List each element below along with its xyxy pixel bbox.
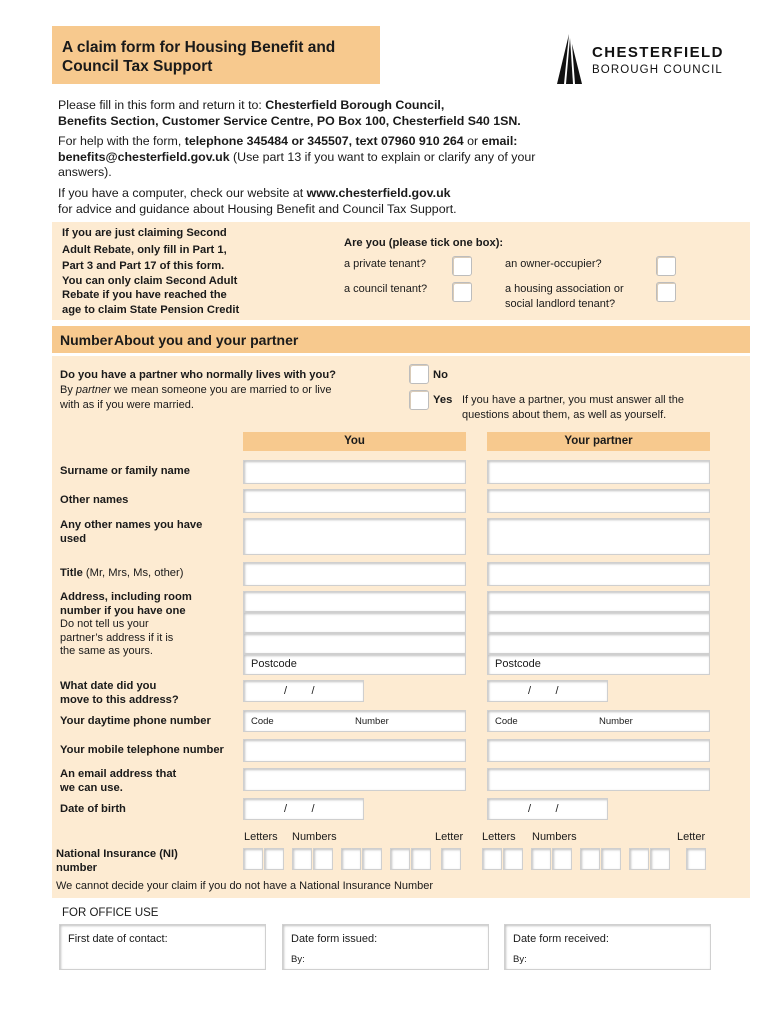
first-contact-label: First date of contact: <box>68 933 168 945</box>
ni-you-box[interactable] <box>243 848 263 870</box>
column-header-you: You <box>243 432 466 451</box>
form-title-line1: A claim form for Housing Benefit and <box>62 39 336 56</box>
address-you-line3[interactable] <box>243 633 466 654</box>
address-you-line1[interactable] <box>243 591 466 612</box>
mobile-phone-label: Your mobile telephone number <box>60 744 224 756</box>
date-separator: / / <box>528 685 559 697</box>
form-received-by-label: By: <box>513 954 527 965</box>
dob-partner-input[interactable] <box>487 798 608 820</box>
phone-code-label: Code <box>495 716 518 727</box>
email-partner-input[interactable] <box>487 768 710 791</box>
phone-code-label: Code <box>251 716 274 727</box>
ni-you-box[interactable] <box>292 848 312 870</box>
council-tenant-checkbox[interactable] <box>452 282 472 302</box>
housing-association-label: a housing association or social landlord tenant? <box>505 283 624 310</box>
partner-yes-label: Yes <box>433 394 453 406</box>
address-label: Address, including room number if you have one Do not tell us your partner’s address if it is the same as yours. <box>60 591 192 657</box>
title-you-input[interactable] <box>243 562 466 586</box>
ni-you-box[interactable] <box>313 848 333 870</box>
email-you-input[interactable] <box>243 768 466 791</box>
ni-you-box[interactable] <box>264 848 284 870</box>
ni-partner-box[interactable] <box>503 848 523 870</box>
daytime-phone-label: Your daytime phone number <box>60 715 211 727</box>
dob-label: Date of birth <box>60 803 126 815</box>
council-tenant-label: a council tenant? <box>344 283 428 295</box>
ni-letter-partner: Letter <box>677 831 706 843</box>
move-date-you-input[interactable] <box>243 680 364 702</box>
address-partner-line3[interactable] <box>487 633 710 654</box>
form-received-label: Date form received: <box>513 933 609 945</box>
ni-you-box[interactable] <box>362 848 382 870</box>
surname-partner-input[interactable] <box>487 460 710 484</box>
tenancy-question: Are you (please tick one box): <box>344 237 504 249</box>
ni-you-box[interactable] <box>390 848 410 870</box>
private-tenant-checkbox[interactable] <box>452 256 472 276</box>
ni-partner-box[interactable] <box>552 848 572 870</box>
title-partner-input[interactable] <box>487 562 710 586</box>
office-use-title: FOR OFFICE USE <box>62 907 159 919</box>
surname-label: Surname or family name <box>60 465 190 477</box>
other-names-label: Other names <box>60 494 129 506</box>
partner-yes-checkbox[interactable] <box>409 390 429 410</box>
housing-association-checkbox[interactable] <box>656 282 676 302</box>
postcode-you-label: Postcode <box>251 658 297 670</box>
phone-number-label: Number <box>599 716 633 727</box>
partner-question: Do you have a partner who normally lives with you? By partner we mean someone you are married to or live with as if you were married. <box>60 369 337 411</box>
address-you-postcode-input[interactable] <box>243 654 466 675</box>
owner-occupier-checkbox[interactable] <box>656 256 676 276</box>
mobile-phone-you-input[interactable] <box>243 739 466 762</box>
partner-no-checkbox[interactable] <box>409 364 429 384</box>
postcode-partner-label: Postcode <box>495 658 541 670</box>
ni-partner-box[interactable] <box>629 848 649 870</box>
previous-names-label: Any other names you have used <box>60 519 203 545</box>
council-logo <box>554 34 734 86</box>
ni-numbers-you: Numbers <box>292 831 337 843</box>
dob-you-input[interactable] <box>243 798 364 820</box>
date-separator: / / <box>284 685 315 697</box>
address-partner-postcode-input[interactable] <box>487 654 710 675</box>
phone-number-label: Number <box>355 716 389 727</box>
ni-you-box[interactable] <box>411 848 431 870</box>
part1-header <box>52 326 750 353</box>
ni-partner-box[interactable] <box>580 848 600 870</box>
part1-number: Number <box>60 332 113 348</box>
ni-you-box[interactable] <box>441 848 461 870</box>
mobile-phone-partner-input[interactable] <box>487 739 710 762</box>
ni-numbers-partner: Numbers <box>532 831 577 843</box>
email-label: An email address that we can use. <box>60 768 177 794</box>
address-partner-line1[interactable] <box>487 591 710 612</box>
ni-partner-box[interactable] <box>650 848 670 870</box>
private-tenant-label: a private tenant? <box>344 258 426 270</box>
intro-return-address: Please fill in this form and return it to: Chesterfield Borough Council, Benefits Section, Customer Service Centre, PO Box 100, Chesterfield S40 1SN. <box>58 98 521 128</box>
ni-partner-box[interactable] <box>482 848 502 870</box>
column-header-partner: Your partner <box>487 432 710 451</box>
first-contact-box[interactable] <box>59 924 266 970</box>
address-partner-line2[interactable] <box>487 612 710 633</box>
date-separator: / / <box>528 803 559 815</box>
ni-partner-box[interactable] <box>686 848 706 870</box>
move-date-partner-input[interactable] <box>487 680 608 702</box>
partner-no-label: No <box>433 369 448 381</box>
address-you-line2[interactable] <box>243 612 466 633</box>
previous-names-partner-input[interactable] <box>487 518 710 555</box>
other-names-you-input[interactable] <box>243 489 466 513</box>
intro-help: For help with the form, telephone 345484 or 345507, text 07960 910 264 or email: benefits@chesterfield.gov.uk (Use part 13 if you want to explain or clarify any of your answers). <box>58 134 536 179</box>
partner-yes-note: If you have a partner, you must answer all the questions about them, as well as yourself. <box>462 394 684 421</box>
ni-partner-box[interactable] <box>601 848 621 870</box>
form-title-line2: Council Tax Support <box>62 58 213 75</box>
title-label: Title (Mr, Mrs, Ms, other) <box>60 567 184 579</box>
daytime-phone-partner-input[interactable] <box>487 710 710 732</box>
form-issued-box[interactable] <box>282 924 489 970</box>
daytime-phone-you-input[interactable] <box>243 710 466 732</box>
website-link[interactable]: www.chesterfield.gov.uk <box>306 186 451 200</box>
ni-letter-you: Letter <box>435 831 464 843</box>
second-adult-rebate-note: If you are just claiming Second Adult Rebate, only fill in Part 1, Part 3 and Part 17 of this form. You can only claim Second Adult Rebate if you have reached the age to claim State Pension Credit <box>62 227 240 316</box>
intro-website: If you have a computer, check our website at www.chesterfield.gov.uk for advice and guidance about Housing Benefit and Council Tax Support. <box>58 186 457 216</box>
logo-name: CHESTERFIELD <box>592 44 724 61</box>
form-received-box[interactable] <box>504 924 711 970</box>
surname-you-input[interactable] <box>243 460 466 484</box>
ni-label: National Insurance (NI) number <box>56 848 178 874</box>
ni-letters-you: Letters <box>244 831 278 843</box>
owner-occupier-label: an owner-occupier? <box>505 258 602 270</box>
logo-subname: BOROUGH COUNCIL <box>592 64 723 76</box>
form-issued-by-label: By: <box>291 954 305 965</box>
logo-spire-icon <box>554 34 588 86</box>
ni-partner-box[interactable] <box>531 848 551 870</box>
ni-you-box[interactable] <box>341 848 361 870</box>
other-names-partner-input[interactable] <box>487 489 710 513</box>
previous-names-you-input[interactable] <box>243 518 466 555</box>
ni-note: We cannot decide your claim if you do not have a National Insurance Number <box>56 880 434 892</box>
form-title-box <box>52 26 380 84</box>
date-separator: / / <box>284 803 315 815</box>
ni-letters-partner: Letters <box>482 831 516 843</box>
form-issued-label: Date form issued: <box>291 933 378 945</box>
part1-title: About you and your partner <box>114 332 299 348</box>
move-date-label: What date did you move to this address? <box>60 680 179 706</box>
